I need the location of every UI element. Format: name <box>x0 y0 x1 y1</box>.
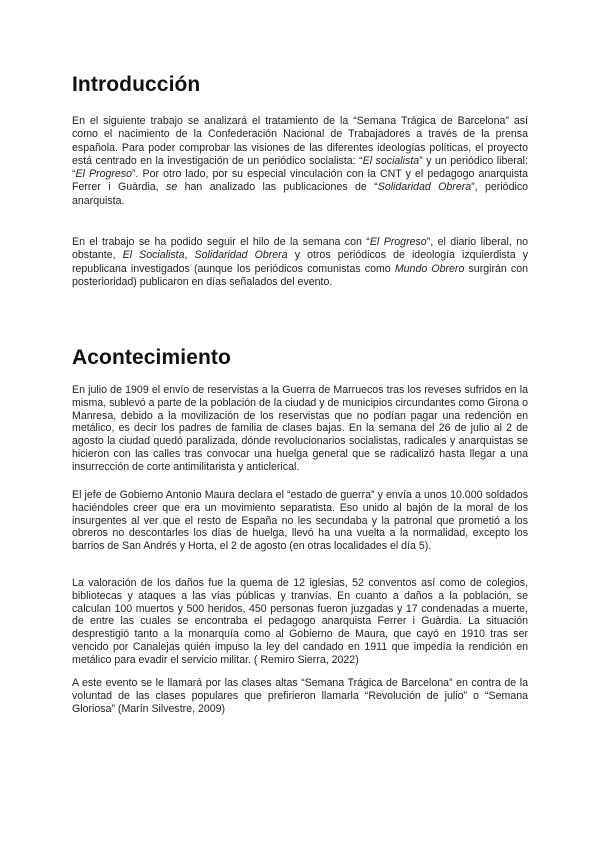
text-run: , <box>184 249 195 262</box>
text-run: La valoración de los daños fue la quema de 12 iglesias, 52 conventos así como de colegios, bibliotecas y ataques a las vías públicas y tranvías. En cuanto a daños a la población, se calculan 100 muertos y 500 heridos, 450 personas fueron juzgadas y 17 condenadas a muerte, de entre las cuales se encontraba el pedagogo anarquista Ferrer i Guàrdia. La situación desprestigió tanto a la monarquía como al Gobierno de Maura, que cayó en 1910 tras ser vencido por Canalejas quién impuso la ley del candado en 1911 que impedía la rendición en metálico para evadir el servicio militar. ( Remiro Sierra, 2022) <box>72 577 528 666</box>
text-run: A este evento se le llamará por las clases altas “Semana Trágica de Barcelona” en contra de la voluntad de las clases populares que prefirieron llamarla “Revolución de julio” o “Semana Gloriosa” (Marín Silvestre, 2009) <box>72 677 528 715</box>
text-run: En julio de 1909 el envío de reservistas a la Guerra de Marruecos tras los reveses sufridos en la misma, sublevó a parte de la población de la ciudad y de municipios circundantes como Girona o Manresa, debido a la movilización de los reservistas que no podían pagar una redención en metálico, es decir los padres de familia de clases bajas. En la semana del 26 de julio al 2 de agosto la ciudad quedó paralizada, dónde revolucionarios socialistas, radicales y anarquistas se hicieron con las calles tras convocar una huelga general que se radicalizó hasta llegar a una insurrección de corte antimilitarista y anticlerical. <box>72 384 528 473</box>
acontecimiento-paragraph-3 <box>72 577 528 667</box>
text-run: En el trabajo se ha podido seguir el hilo de la semana con “ <box>72 236 370 248</box>
acontecimiento-paragraph-1 <box>72 384 528 474</box>
intro-paragraph-2 <box>72 236 528 289</box>
text-run: ”, el diario liberal, no obstante, <box>72 236 529 262</box>
italic-text-run: El Progreso <box>75 168 133 181</box>
italic-text-run: Solidaridad Obrera <box>377 181 472 194</box>
intro-paragraph-1 <box>72 115 528 208</box>
text-run: surgirán con posterioridad) publicaron en días señalados del evento. <box>72 262 528 288</box>
text-run: ” y un periódico liberal: “ <box>72 154 528 181</box>
acontecimiento-paragraph-4 <box>72 677 528 715</box>
text-run: y otros periódicos de ideología izquierdista y republicana investigados (aunque los periódicos comunistas como <box>72 249 528 275</box>
italic-text-run: Mundo Obrero <box>394 262 465 275</box>
italic-text-run: se <box>166 181 178 194</box>
italic-text-run: Solidaridad Obrera <box>194 249 288 262</box>
acontecimiento-paragraph-2 <box>72 489 528 553</box>
italic-text-run: El Progreso <box>369 236 427 248</box>
text-run: ”, periódico anarquista. <box>72 181 529 207</box>
text-run: han analizado las publicaciones de “ <box>177 181 378 194</box>
italic-text-run: El socialista <box>362 154 420 167</box>
section-heading-introduccion: Introducción <box>72 73 201 96</box>
text-run: El jefe de Gobierno Antonio Maura declara el “estado de guerra” y envía a unos 10.000 soldados haciéndoles creer que era un movimiento separatista. Eso unido al bajón de la moral de los insurgentes al ver que el resto de España no les secundaba y la patronal que prometió a los obreros no descontarles los días de huelga, llevó ha una vuelta a la normalidad, excepto los barrios de San Andrés y Horta, el 2 de agosto (en otras localidades el día 5). <box>72 489 528 553</box>
italic-text-run: El Socialista <box>122 249 185 262</box>
text-run: En el siguiente trabajo se analizará el tratamiento de la “Semana Trágica de Barcelona” así como el nacimiento de la Confederación Nacional de Trabajadores a través de la prensa española. Para poder comprobar las visiones de las diferentes ideologías políticas, el proyecto está centrado en la investigación de un periódico socialista: “ <box>72 115 528 167</box>
section-heading-acontecimiento: Acontecimiento <box>72 346 231 369</box>
text-run: ”. Por otro lado, por su especial vinculación con la CNT y el pedagogo anarquista Ferrer i Guàrdia, <box>72 168 528 194</box>
